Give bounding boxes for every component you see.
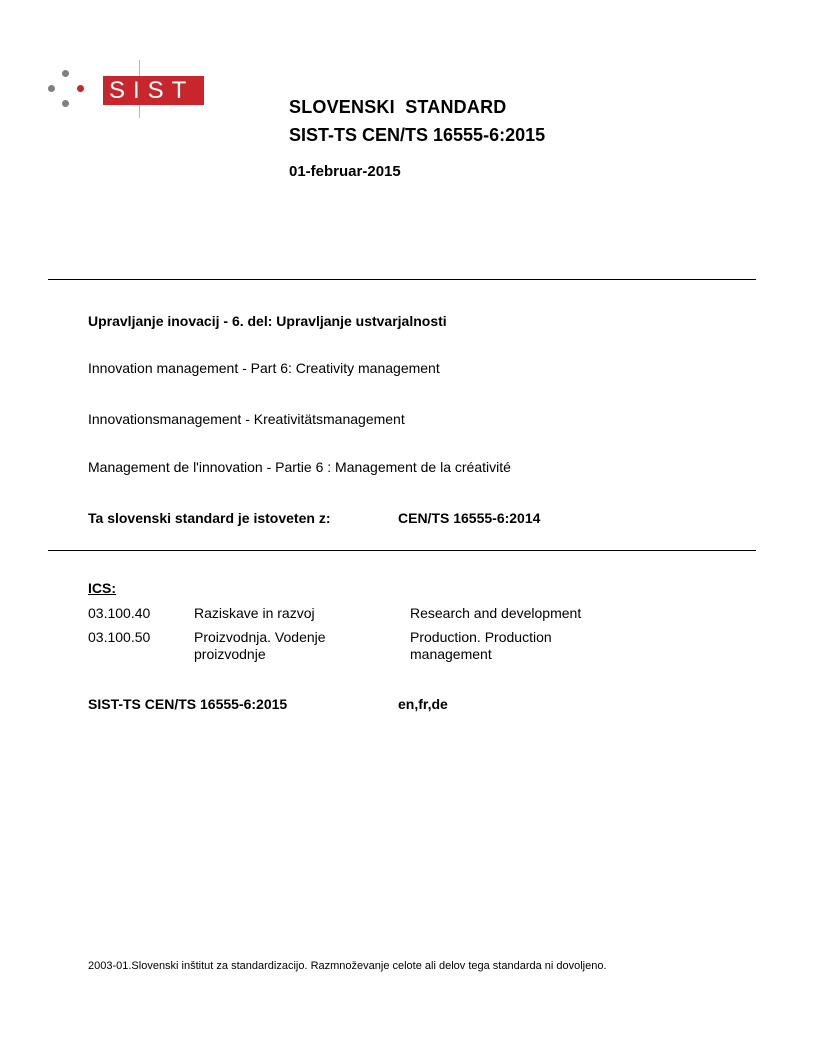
ics-description-en: Production. Production management bbox=[410, 629, 552, 662]
copyright-footer: 2003-01.Slovenski inštitut za standardizacijo. Razmnoževanje celote ali delov tega standarda ni dovoljeno. bbox=[88, 960, 607, 972]
logo-dot bbox=[62, 100, 69, 107]
ics-code: 03.100.40 bbox=[88, 605, 151, 621]
summary-code: SIST-TS CEN/TS 16555-6:2015 bbox=[88, 696, 288, 712]
identical-value: CEN/TS 16555-6:2014 bbox=[398, 510, 541, 526]
ics-description-sl: Raziskave in razvoj bbox=[194, 605, 315, 621]
identical-label: Ta slovenski standard je istoveten z: bbox=[88, 510, 331, 526]
title-slovenian: Upravljanje inovacij - 6. del: Upravljanje ustvarjalnosti bbox=[88, 313, 447, 329]
standard-code: SIST-TS CEN/TS 16555-6:2015 bbox=[289, 125, 546, 145]
ics-row bbox=[88, 629, 688, 669]
title-french: Management de l'innovation - Partie 6 : Management de la créativité bbox=[88, 459, 511, 475]
publication-date: 01-februar-2015 bbox=[289, 163, 401, 180]
ics-row bbox=[88, 605, 688, 625]
logo-dot bbox=[48, 85, 55, 92]
logo-wordmark: SIST bbox=[103, 76, 204, 105]
summary-languages: en,fr,de bbox=[398, 696, 448, 712]
ics-label: ICS: bbox=[88, 580, 116, 596]
logo-dot bbox=[77, 85, 84, 92]
logo-dot bbox=[62, 70, 69, 77]
title-german: Innovationsmanagement - Kreativitätsmanagement bbox=[88, 411, 405, 427]
ics-description-en: Research and development bbox=[410, 605, 582, 621]
top-divider bbox=[48, 279, 756, 280]
ics-description-sl: Proizvodnja. Vodenje proizvodnje bbox=[194, 629, 326, 662]
ics-code: 03.100.50 bbox=[88, 629, 151, 645]
title-english: Innovation management - Part 6: Creativity management bbox=[88, 360, 440, 376]
standard-type-title: SLOVENSKI STANDARD bbox=[289, 97, 507, 117]
middle-divider bbox=[48, 550, 756, 551]
